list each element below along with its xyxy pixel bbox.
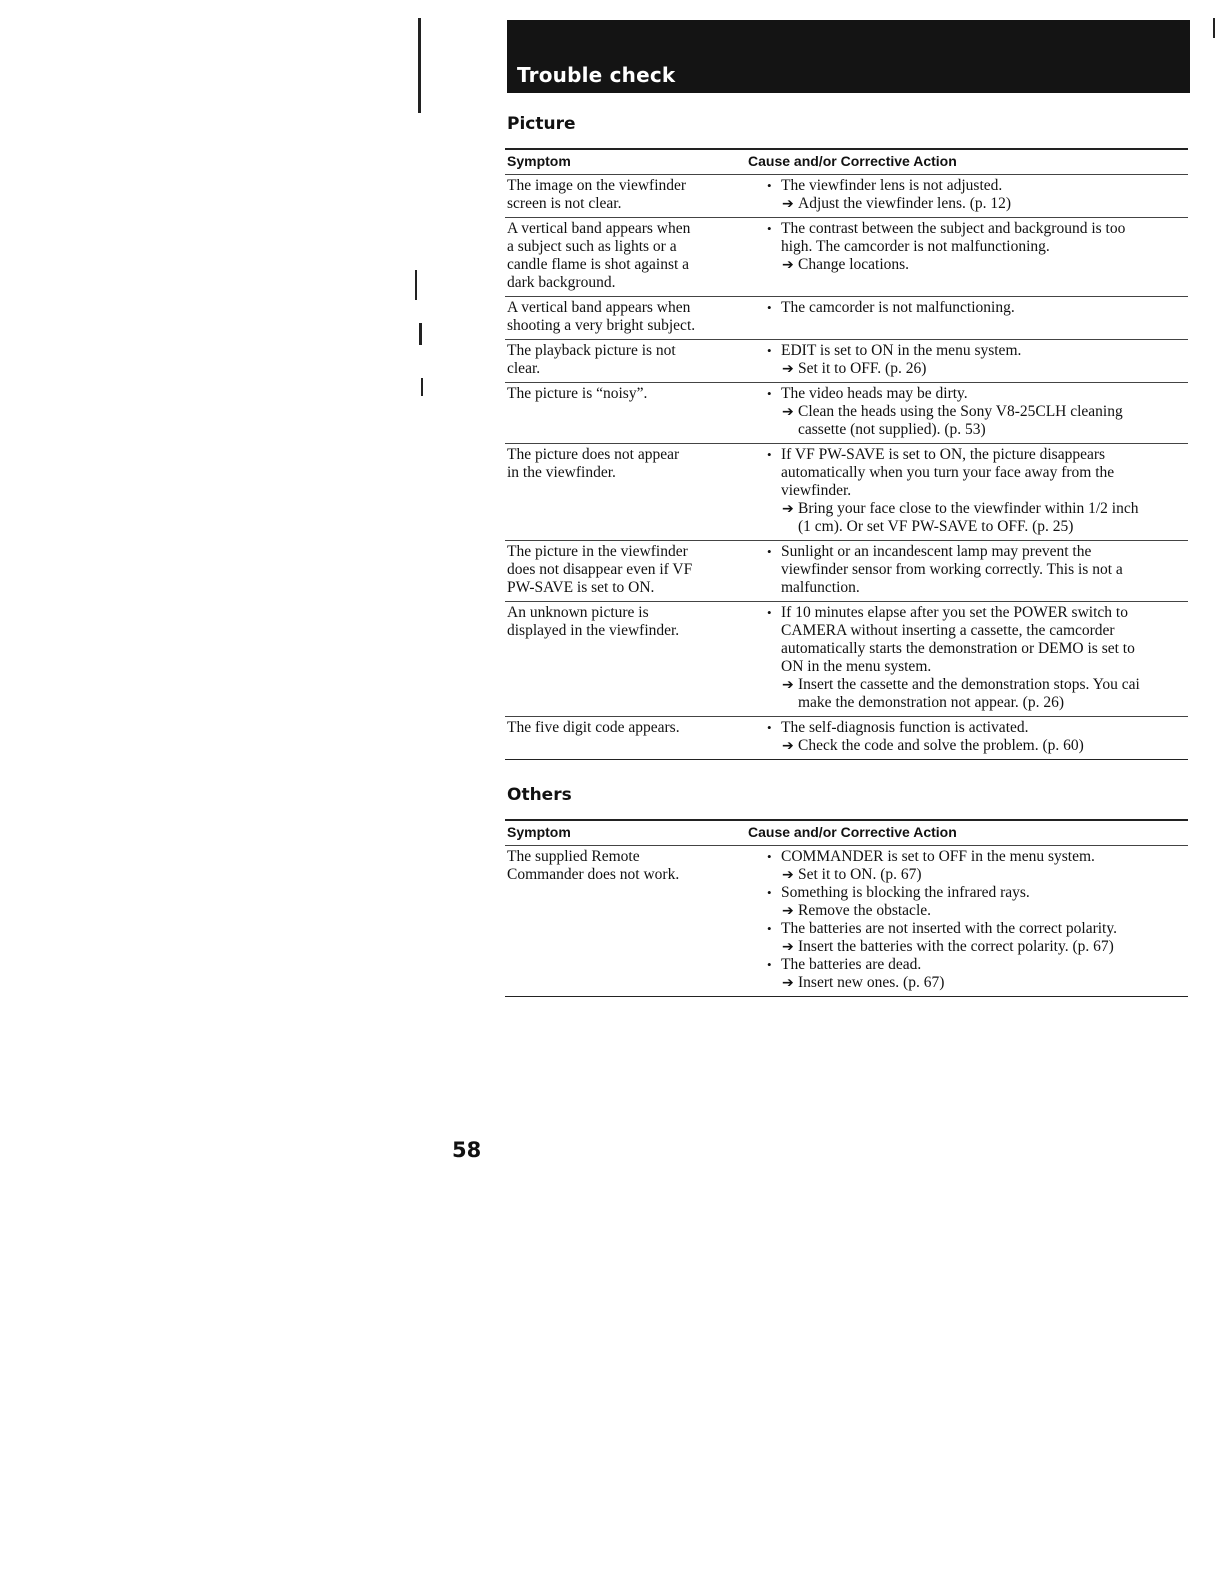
bullet-icon: • (767, 221, 772, 236)
action-cell (763, 340, 1188, 382)
table-row (505, 541, 1188, 602)
cause-item (763, 385, 1188, 403)
action-text-line: Adjust the viewfinder lens. (p. 12) (798, 195, 1012, 212)
symptom-text-line: The five digit code appears. (507, 719, 680, 736)
symptom-text-line: A vertical band appears when (507, 220, 691, 237)
action-text-line: Set it to ON. (p. 67) (798, 866, 922, 883)
action-text-line: Check the code and solve the problem. (p. 60) (798, 737, 1084, 754)
table-row (505, 444, 1188, 541)
symptom-text-line: The playback picture is not (507, 342, 676, 359)
symptom-text-line: candle flame is shot against a (507, 256, 690, 273)
action-cell (763, 297, 1188, 339)
cause-item (763, 543, 1188, 597)
action-text-line: malfunction. (781, 579, 860, 596)
page-title: Trouble check (517, 63, 676, 87)
bullet-icon: • (767, 720, 772, 735)
cause-item (763, 220, 1188, 256)
table-body (505, 846, 1188, 997)
action-text-line: COMMANDER is set to OFF in the menu system. (781, 848, 1095, 865)
table-body (505, 175, 1188, 760)
action-text-line: Remove the obstacle. (798, 902, 931, 919)
symptom-text-line: a subject such as lights or a (507, 238, 677, 255)
arrow-right-icon: ➔ (782, 677, 794, 693)
symptom-text-line: shooting a very bright subject. (507, 317, 696, 334)
action-text-line: high. The camcorder is not malfunctioning. (781, 238, 1050, 255)
bullet-icon: • (767, 921, 772, 936)
bullet-icon: • (767, 885, 772, 900)
table-row (505, 602, 1188, 717)
action-cell (763, 218, 1188, 296)
symptom-text-line: Commander does not work. (507, 866, 680, 883)
scan-margin-mark (419, 323, 422, 345)
bullet-icon: • (767, 605, 772, 620)
bullet-icon: • (767, 300, 772, 315)
cause-item (763, 848, 1188, 866)
action-text-line: EDIT is set to ON in the menu system. (781, 342, 1022, 359)
cause-item (763, 342, 1188, 360)
action-text-line: (1 cm). Or set VF PW-SAVE to OFF. (p. 25) (798, 518, 1074, 535)
cause-item (763, 956, 1188, 974)
action-text-line: The viewfinder lens is not adjusted. (781, 177, 1003, 194)
section-heading-others: Others (507, 785, 572, 805)
page-number: 58 (452, 1138, 482, 1162)
symptom-cell (505, 218, 763, 296)
column-header-action: Cause and/or Corrective Action (748, 153, 957, 169)
symptom-cell (505, 383, 763, 443)
symptom-text-line: in the viewfinder. (507, 464, 616, 481)
corrective-action-item (763, 902, 1188, 920)
action-text-line: automatically starts the demonstration or DEMO is set to (781, 640, 1135, 657)
action-text-line: make the demonstration not appear. (p. 26) (798, 694, 1065, 711)
action-cell (763, 602, 1188, 716)
action-cell (763, 175, 1188, 217)
arrow-right-icon: ➔ (782, 903, 794, 919)
bullet-icon: • (767, 386, 772, 401)
symptom-text-line: A vertical band appears when (507, 299, 691, 316)
column-header-symptom: Symptom (507, 153, 571, 169)
bullet-icon: • (767, 849, 772, 864)
cause-item (763, 920, 1188, 938)
symptom-text-line: The picture does not appear (507, 446, 680, 463)
corrective-action-item (763, 360, 1188, 378)
section-heading-picture: Picture (507, 114, 576, 134)
symptom-text-line: The picture is “noisy”. (507, 385, 648, 402)
corrective-action-item (763, 195, 1188, 213)
symptom-text-line: dark background. (507, 274, 616, 291)
table-row (505, 175, 1188, 218)
action-text-line: The video heads may be dirty. (781, 385, 968, 402)
action-cell (763, 846, 1188, 996)
cause-item (763, 177, 1188, 195)
symptom-text-line: The supplied Remote (507, 848, 640, 865)
troubleshooting-table-picture (505, 148, 1188, 760)
corrective-action-item (763, 676, 1188, 712)
cause-item (763, 719, 1188, 737)
table-header (505, 819, 1188, 846)
arrow-right-icon: ➔ (782, 361, 794, 377)
symptom-cell (505, 846, 763, 996)
column-header-symptom: Symptom (507, 824, 571, 840)
action-text-line: Insert the cassette and the demonstration stops. You cai (798, 676, 1140, 693)
corrective-action-item (763, 938, 1188, 956)
scan-margin-mark (415, 270, 417, 300)
table-row (505, 717, 1188, 760)
action-cell (763, 444, 1188, 540)
symptom-text-line: screen is not clear. (507, 195, 622, 212)
title-bar (507, 20, 1190, 93)
table-row (505, 846, 1188, 997)
bullet-icon: • (767, 957, 772, 972)
action-text-line: Insert the batteries with the correct polarity. (p. 67) (798, 938, 1114, 955)
symptom-cell (505, 175, 763, 217)
action-text-line: If 10 minutes elapse after you set the POWER switch to (781, 604, 1128, 621)
troubleshooting-table-others (505, 819, 1188, 997)
action-text-line: The camcorder is not malfunctioning. (781, 299, 1015, 316)
action-text-line: Something is blocking the infrared rays. (781, 884, 1030, 901)
corrective-action-item (763, 737, 1188, 755)
action-text-line: CAMERA without inserting a cassette, the camcorder (781, 622, 1115, 639)
action-cell (763, 717, 1188, 759)
action-text-line: Change locations. (798, 256, 910, 273)
arrow-right-icon: ➔ (782, 975, 794, 991)
cause-item (763, 604, 1188, 676)
corrective-action-item (763, 866, 1188, 884)
table-row (505, 383, 1188, 444)
symptom-text-line: clear. (507, 360, 541, 377)
table-header (505, 148, 1188, 175)
cause-item (763, 446, 1188, 500)
arrow-right-icon: ➔ (782, 404, 794, 420)
action-cell (763, 383, 1188, 443)
column-header-action: Cause and/or Corrective Action (748, 824, 957, 840)
bullet-icon: • (767, 343, 772, 358)
action-text-line: The batteries are not inserted with the correct polarity. (781, 920, 1117, 937)
action-cell (763, 541, 1188, 601)
corrective-action-item (763, 974, 1188, 992)
action-text-line: The self-diagnosis function is activated. (781, 719, 1029, 736)
action-text-line: If VF PW-SAVE is set to ON, the picture disappears (781, 446, 1106, 463)
corrective-action-item (763, 403, 1188, 439)
corrective-action-item (763, 500, 1188, 536)
arrow-right-icon: ➔ (782, 257, 794, 273)
symptom-cell (505, 541, 763, 601)
action-text-line: cassette (not supplied). (p. 53) (798, 421, 986, 438)
scan-margin-mark (421, 378, 423, 396)
action-text-line: viewfinder sensor from working correctly. This is not a (781, 561, 1123, 578)
bullet-icon: • (767, 447, 772, 462)
bullet-icon: • (767, 544, 772, 559)
arrow-right-icon: ➔ (782, 501, 794, 517)
symptom-text-line: The picture in the viewfinder (507, 543, 688, 560)
symptom-text-line: PW-SAVE is set to ON. (507, 579, 655, 596)
action-text-line: Set it to OFF. (p. 26) (798, 360, 927, 377)
scan-margin-mark (1213, 18, 1215, 38)
cause-item (763, 299, 1188, 317)
table-row (505, 297, 1188, 340)
symptom-cell (505, 297, 763, 339)
cause-item (763, 884, 1188, 902)
scan-margin-mark (418, 18, 421, 113)
action-text-line: Clean the heads using the Sony V8-25CLH cleaning (798, 403, 1123, 420)
bullet-icon: • (767, 178, 772, 193)
arrow-right-icon: ➔ (782, 196, 794, 212)
table-row (505, 218, 1188, 297)
action-text-line: viewfinder. (781, 482, 852, 499)
symptom-text-line: does not disappear even if VF (507, 561, 693, 578)
action-text-line: Insert new ones. (p. 67) (798, 974, 945, 991)
action-text-line: The contrast between the subject and background is too (781, 220, 1126, 237)
action-text-line: automatically when you turn your face away from the (781, 464, 1115, 481)
arrow-right-icon: ➔ (782, 867, 794, 883)
symptom-text-line: An unknown picture is (507, 604, 649, 621)
symptom-text-line: displayed in the viewfinder. (507, 622, 680, 639)
symptom-cell (505, 717, 763, 759)
arrow-right-icon: ➔ (782, 738, 794, 754)
corrective-action-item (763, 256, 1188, 274)
symptom-cell (505, 444, 763, 540)
action-text-line: Bring your face close to the viewfinder within 1/2 inch (798, 500, 1139, 517)
symptom-cell (505, 602, 763, 716)
arrow-right-icon: ➔ (782, 939, 794, 955)
table-row (505, 340, 1188, 383)
symptom-cell (505, 340, 763, 382)
action-text-line: ON in the menu system. (781, 658, 932, 675)
action-text-line: Sunlight or an incandescent lamp may prevent the (781, 543, 1092, 560)
symptom-text-line: The image on the viewfinder (507, 177, 687, 194)
action-text-line: The batteries are dead. (781, 956, 922, 973)
